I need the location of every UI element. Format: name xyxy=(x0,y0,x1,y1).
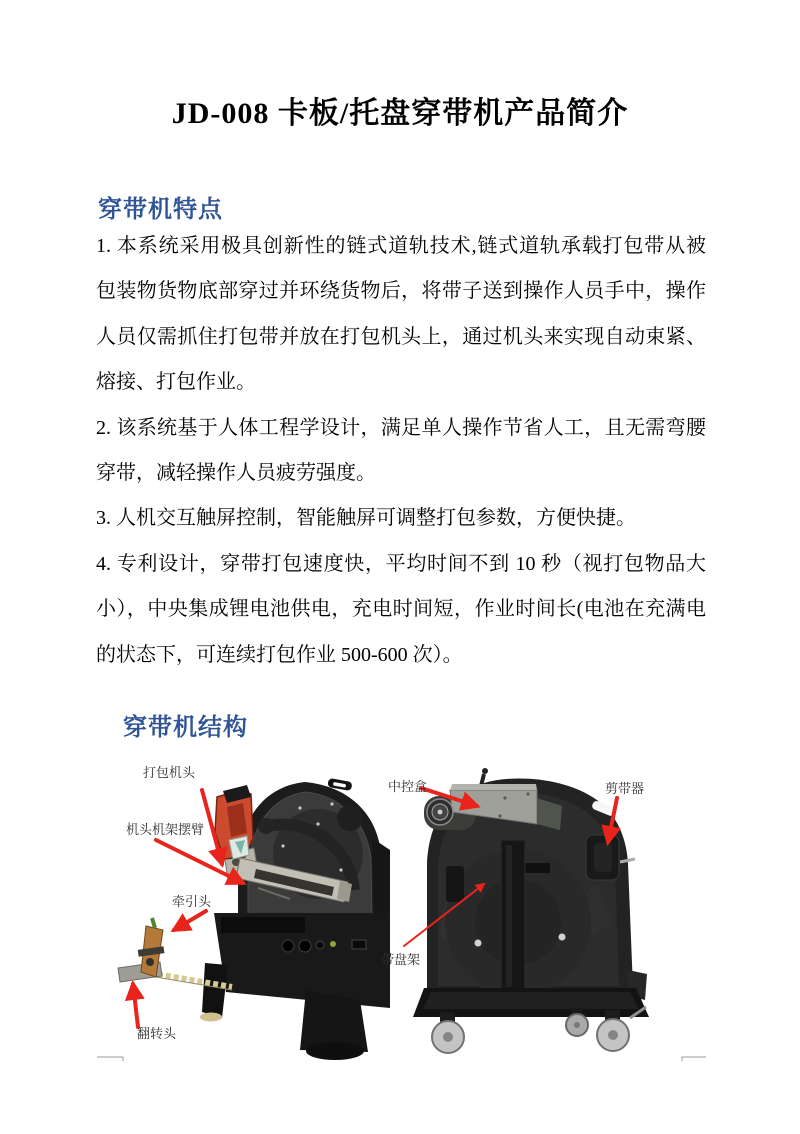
machine-photos-graphic xyxy=(0,750,800,1134)
label-strap-cutter: 剪带器 xyxy=(605,781,645,796)
label-flip-head: 翻转头 xyxy=(137,1026,177,1041)
body-line: 包装物货物底部穿过并环绕货物后，将带子送到操作人员手中，操作 xyxy=(96,280,706,303)
body-line: 人员仅需抓住打包带并放在打包机头上，通过机头来实现自动束紧、 xyxy=(96,325,706,348)
label-strapping-head: 打包机头 xyxy=(143,765,196,780)
boundary-mark-left xyxy=(97,1057,123,1061)
body-line: 的状态下，可连续打包作业 500-600 次）。 xyxy=(96,643,463,666)
structure-figure xyxy=(0,750,800,1134)
section-heading-features: 穿带机特点 xyxy=(98,197,223,223)
body-line: 4. 专利设计，穿带打包速度快，平均时间不到 10 秒（视打包物品大 xyxy=(96,552,706,575)
text-boundary-marks xyxy=(97,1057,706,1061)
label-reel-frame: 带盘架 xyxy=(381,952,421,967)
body-line: 1. 本系统采用极具创新性的链式道轨技术,链式道轨承载打包带从被 xyxy=(96,235,706,257)
features-body xyxy=(96,224,706,678)
body-line: 3. 人机交互触屏控制，智能触屏可调整打包参数，方便快捷。 xyxy=(96,507,636,530)
arrow-flip-head xyxy=(133,984,138,1027)
boundary-mark-right xyxy=(682,1057,706,1061)
arrow-traction-head xyxy=(174,911,206,930)
body-line: 2. 该系统基于人体工程学设计，满足单人操作节省人工，且无需弯腰 xyxy=(96,416,706,439)
section-heading-structure: 穿带机结构 xyxy=(123,715,248,741)
body-line: 穿带，减轻操作人员疲劳强度。 xyxy=(96,462,376,485)
label-swing-arm: 机头机架摆臂 xyxy=(126,822,205,837)
label-traction-head: 牵引头 xyxy=(172,894,212,909)
body-line: 熔接、打包作业。 xyxy=(96,371,256,394)
body-line: 小），中央集成锂电池供电，充电时间短，作业时间长(电池在充满电 xyxy=(96,598,706,621)
page-title: JD-008 卡板/托盘穿带机产品简介 xyxy=(171,97,629,130)
label-control-box: 中控盒 xyxy=(388,779,428,794)
